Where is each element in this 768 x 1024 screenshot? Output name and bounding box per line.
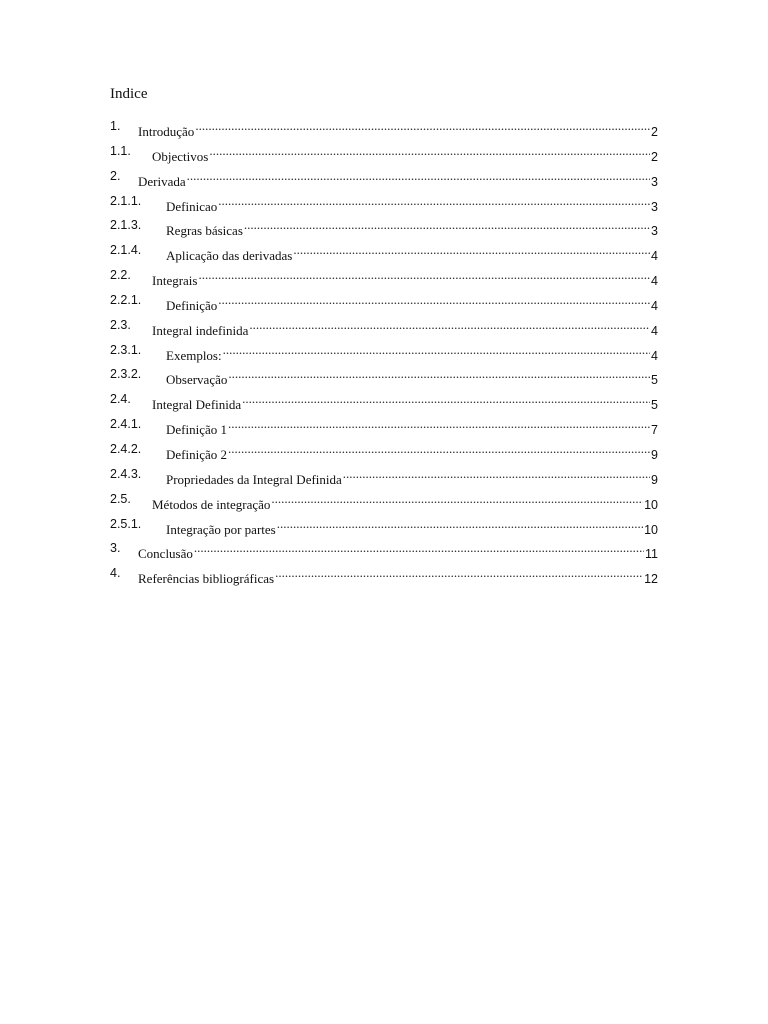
toc-entry-number: 3.	[110, 541, 121, 556]
toc-dot-leader	[195, 116, 650, 136]
toc-entry-page: 3	[651, 174, 658, 189]
toc-dot-leader	[228, 414, 650, 434]
toc-entry[interactable]	[110, 191, 658, 216]
toc-entry[interactable]	[110, 364, 658, 389]
toc-entry-number: 2.4.	[110, 392, 131, 407]
toc-entry-line	[166, 414, 658, 440]
toc-entry-page: 10	[644, 497, 658, 512]
toc-entry-line	[166, 290, 658, 316]
toc-entry-line	[166, 439, 658, 465]
toc-entry[interactable]	[110, 290, 658, 315]
toc-entry-page: 3	[651, 199, 658, 214]
toc-entry[interactable]	[110, 315, 658, 340]
toc-entry-page: 7	[651, 423, 658, 438]
toc-entry-page: 5	[651, 373, 658, 388]
toc-entry-title[interactable]: Propriedades da Integral Definida	[166, 471, 342, 487]
toc-entry-number: 2.3.	[110, 317, 131, 332]
toc-entry-title[interactable]: Referências bibliográficas	[138, 571, 275, 587]
toc-entry[interactable]	[110, 538, 658, 563]
toc-entry-line	[152, 141, 658, 167]
toc-entry-title[interactable]: Exemplos:	[166, 347, 222, 363]
toc-entry-line	[152, 389, 658, 415]
toc-entry-page: 9	[651, 447, 658, 462]
toc-entry-line	[138, 166, 658, 192]
toc-dot-leader	[271, 489, 643, 509]
toc-entry-line	[166, 215, 658, 241]
toc-entry-line	[166, 340, 658, 366]
toc-entry[interactable]	[110, 166, 658, 191]
toc-dot-leader	[228, 439, 650, 459]
toc-entry[interactable]	[110, 141, 658, 166]
toc-entry-page: 11	[645, 547, 658, 562]
toc-entry-line	[166, 464, 658, 490]
toc-entry-line	[166, 240, 658, 266]
toc-entry-title[interactable]: Integral Definida	[152, 397, 242, 413]
toc-dot-leader	[277, 514, 643, 534]
toc-entry-page: 12	[644, 572, 658, 587]
toc-entry-line	[138, 563, 658, 589]
toc-entry-page: 2	[651, 125, 658, 139]
toc-entry-page: 9	[651, 472, 658, 487]
toc-entry-page: 10	[644, 522, 658, 537]
toc-entry-title[interactable]: Integração por partes	[166, 521, 276, 537]
toc-entry-title[interactable]: Observação	[166, 372, 228, 388]
toc-entry-title[interactable]: Integral indefinida	[152, 322, 249, 338]
toc-entry-number: 2.1.1.	[110, 193, 142, 208]
toc-entry-title[interactable]: Aplicação das derivadas	[166, 248, 293, 264]
toc-entry-title[interactable]: Definição	[166, 297, 218, 313]
toc-entry-page: 3	[651, 224, 658, 239]
toc-entry-page: 4	[651, 348, 658, 363]
toc-entry-page: 4	[651, 298, 658, 313]
toc-entry-title[interactable]: Conclusão	[138, 546, 193, 562]
toc-entry-number: 4.	[110, 566, 121, 581]
toc-entry-number: 2.3.1.	[110, 342, 142, 357]
toc-entry-title[interactable]: Definição 2	[166, 446, 228, 462]
toc-entry-line	[166, 514, 658, 540]
toc-entry-title[interactable]: Métodos de integração	[152, 496, 271, 512]
toc-entry-number: 2.	[110, 168, 121, 183]
toc-entry[interactable]	[110, 514, 658, 539]
toc-entry-title[interactable]: Definição 1	[166, 422, 228, 438]
toc-dot-leader	[218, 191, 650, 211]
toc-entry-title[interactable]: Introdução	[138, 124, 195, 139]
toc-entry[interactable]	[110, 265, 658, 290]
toc-dot-leader	[228, 364, 650, 384]
toc-dot-leader	[209, 141, 650, 161]
toc-dot-leader	[242, 389, 650, 409]
table-of-contents	[110, 116, 658, 588]
toc-dot-leader	[187, 166, 650, 186]
toc-entry-number: 2.2.	[110, 268, 131, 283]
toc-entry[interactable]	[110, 464, 658, 489]
toc-dot-leader	[343, 464, 650, 484]
toc-dot-leader	[275, 563, 643, 583]
toc-entry-number: 2.1.4.	[110, 243, 142, 258]
toc-entry-page: 5	[651, 398, 658, 413]
toc-entry-line	[138, 116, 658, 142]
toc-entry-line	[166, 364, 658, 390]
toc-dot-leader	[218, 290, 650, 310]
toc-entry-number: 2.2.1.	[110, 292, 142, 307]
toc-entry-page: 4	[651, 249, 658, 264]
toc-dot-leader	[198, 265, 650, 285]
toc-entry[interactable]	[110, 389, 658, 414]
toc-entry-line	[152, 489, 658, 515]
toc-entry-number: 2.3.2.	[110, 367, 142, 382]
toc-entry-title[interactable]: Regras básicas	[166, 223, 243, 239]
toc-dot-leader	[249, 315, 650, 335]
toc-entry-number: 2.5.	[110, 491, 131, 506]
toc-dot-leader	[293, 240, 650, 260]
toc-entry-line	[166, 191, 658, 217]
toc-entry[interactable]	[110, 489, 658, 514]
toc-entry-page: 4	[651, 323, 658, 338]
toc-entry[interactable]	[110, 116, 658, 141]
toc-entry-number: 1.	[110, 119, 121, 133]
toc-entry-line	[152, 265, 658, 291]
toc-entry-number: 2.4.2.	[110, 441, 142, 456]
toc-entry-number: 2.5.1.	[110, 516, 142, 531]
toc-entry-title[interactable]: Definicao	[166, 198, 218, 214]
toc-entry[interactable]	[110, 240, 658, 265]
toc-entry-page: 2	[651, 149, 658, 164]
toc-entry-title[interactable]: Integrais	[152, 273, 198, 289]
toc-entry[interactable]	[110, 439, 658, 464]
toc-entry[interactable]	[110, 563, 658, 588]
toc-entry[interactable]	[110, 215, 658, 240]
toc-dot-leader	[194, 538, 644, 558]
toc-entry-title[interactable]: Objectivos	[152, 148, 209, 164]
toc-entry-page: 4	[651, 274, 658, 289]
toc-entry[interactable]	[110, 414, 658, 439]
toc-entry-line	[152, 315, 658, 341]
toc-entry-number: 1.1.	[110, 143, 131, 158]
toc-dot-leader	[223, 340, 650, 360]
toc-entry-line	[138, 538, 658, 564]
toc-entry[interactable]	[110, 340, 658, 365]
toc-entry-number: 2.1.3.	[110, 218, 142, 233]
toc-heading: Indice	[110, 86, 148, 102]
toc-dot-leader	[244, 215, 650, 235]
toc-entry-title[interactable]: Derivada	[138, 173, 186, 189]
toc-entry-number: 2.4.3.	[110, 466, 142, 481]
toc-entry-number: 2.4.1.	[110, 417, 142, 432]
